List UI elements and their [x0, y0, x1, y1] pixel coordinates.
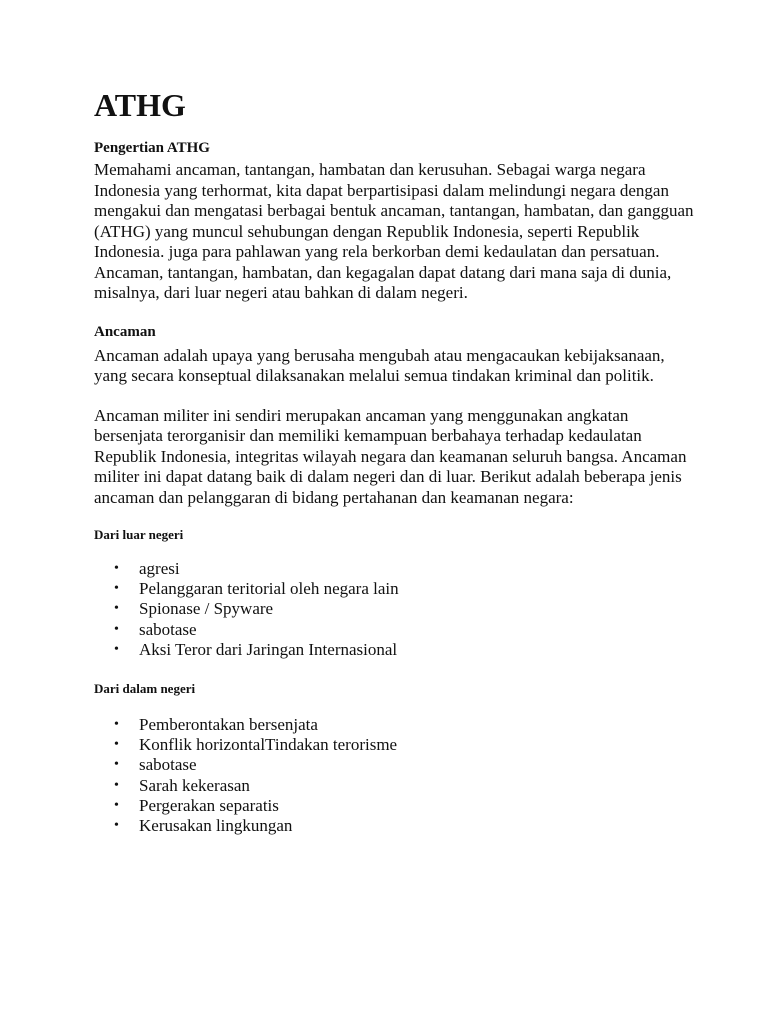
bullet-icon: •	[114, 621, 119, 637]
bullet-icon: •	[114, 757, 119, 773]
list-item	[94, 559, 694, 579]
list-item-text: Pelanggaran teritorial oleh negara lain	[139, 579, 399, 599]
bullet-icon: •	[114, 717, 119, 733]
list-item-text: Spionase / Spyware	[139, 599, 274, 619]
list-item	[94, 640, 694, 660]
paragraph-pengertian: Memahami ancaman, tantangan, hambatan dan kerusuhan. Sebagai warga negara Indonesia yang terhormat, kita dapat berpartisipasi dalam melindungi negara dengan mengakui dan mengatasi berbagai bentuk ancaman, tantangan, hambatan, dan gangguan (ATHG) yang muncul sehubungan dengan Republik Indonesia, seperti Republik Indonesia. juga para pahlawan yang rela berkorban demi kedaulatan dan persatuan. Ancaman, tantangan, hambatan, dan kegagalan dapat datang dari mana saja di dunia, misalnya, dari luar negeri atau bahkan di dalam negeri.	[94, 160, 694, 302]
list-item	[94, 816, 694, 836]
list-item	[94, 735, 694, 755]
list-dari-dalam-negeri	[94, 715, 694, 836]
list-item	[94, 579, 694, 599]
heading-dari-luar-negeri: Dari luar negeri	[94, 527, 184, 542]
list-item	[94, 715, 694, 735]
list-item	[94, 776, 694, 796]
heading-dari-dalam-negeri: Dari dalam negeri	[94, 681, 196, 697]
bullet-icon: •	[114, 737, 119, 753]
heading-ancaman: Ancaman	[94, 323, 156, 340]
list-item	[94, 796, 694, 816]
document-page	[94, 86, 694, 836]
list-item	[94, 620, 694, 640]
bullet-icon: •	[114, 601, 119, 617]
list-item-text: Pergerakan separatis	[139, 795, 279, 815]
bullet-icon: •	[114, 641, 119, 657]
paragraph-ancaman-militer: Ancaman militer ini sendiri merupakan ancaman yang menggunakan angkatan bersenjata terorganisir dan memiliki kemampuan berbahaya terhadap kedaulatan Republik Indonesia, integritas wilayah negara dan keamanan seluruh bangsa. Ancaman militer ini dapat datang baik di dalam negeri dan di luar. Berikut adalah beberapa jenis ancaman dan pelanggaran di bidang pertahanan dan keamanan negara:	[94, 405, 687, 507]
list-item-text: agresi	[139, 559, 180, 578]
bullet-icon: •	[114, 561, 119, 576]
heading-pengertian: Pengertian ATHG	[94, 140, 210, 156]
list-item	[94, 755, 694, 775]
paragraph-ancaman-definition: Ancaman adalah upaya yang berusaha mengubah atau mengacaukan kebijaksanaan, yang secara konseptual dilaksanakan melalui semua tindakan kriminal dan politik.	[94, 345, 665, 385]
bullet-icon: •	[114, 581, 119, 597]
list-item-text: sabotase	[139, 755, 197, 775]
list-item-text: Kerusakan lingkungan	[139, 816, 293, 836]
list-item-text: Konflik horizontalTindakan terorisme	[139, 735, 398, 755]
bullet-icon: •	[114, 797, 119, 813]
list-dari-luar-negeri	[94, 559, 694, 660]
list-item-text: Sarah kekerasan	[139, 775, 250, 795]
bullet-icon: •	[114, 818, 119, 834]
document-title: ATHG	[94, 87, 186, 123]
bullet-icon: •	[114, 777, 119, 793]
list-item	[94, 599, 694, 619]
list-item-text: Aksi Teror dari Jaringan Internasional	[139, 639, 398, 659]
list-item-text: sabotase	[139, 619, 197, 639]
list-item-text: Pemberontakan bersenjata	[139, 715, 318, 735]
